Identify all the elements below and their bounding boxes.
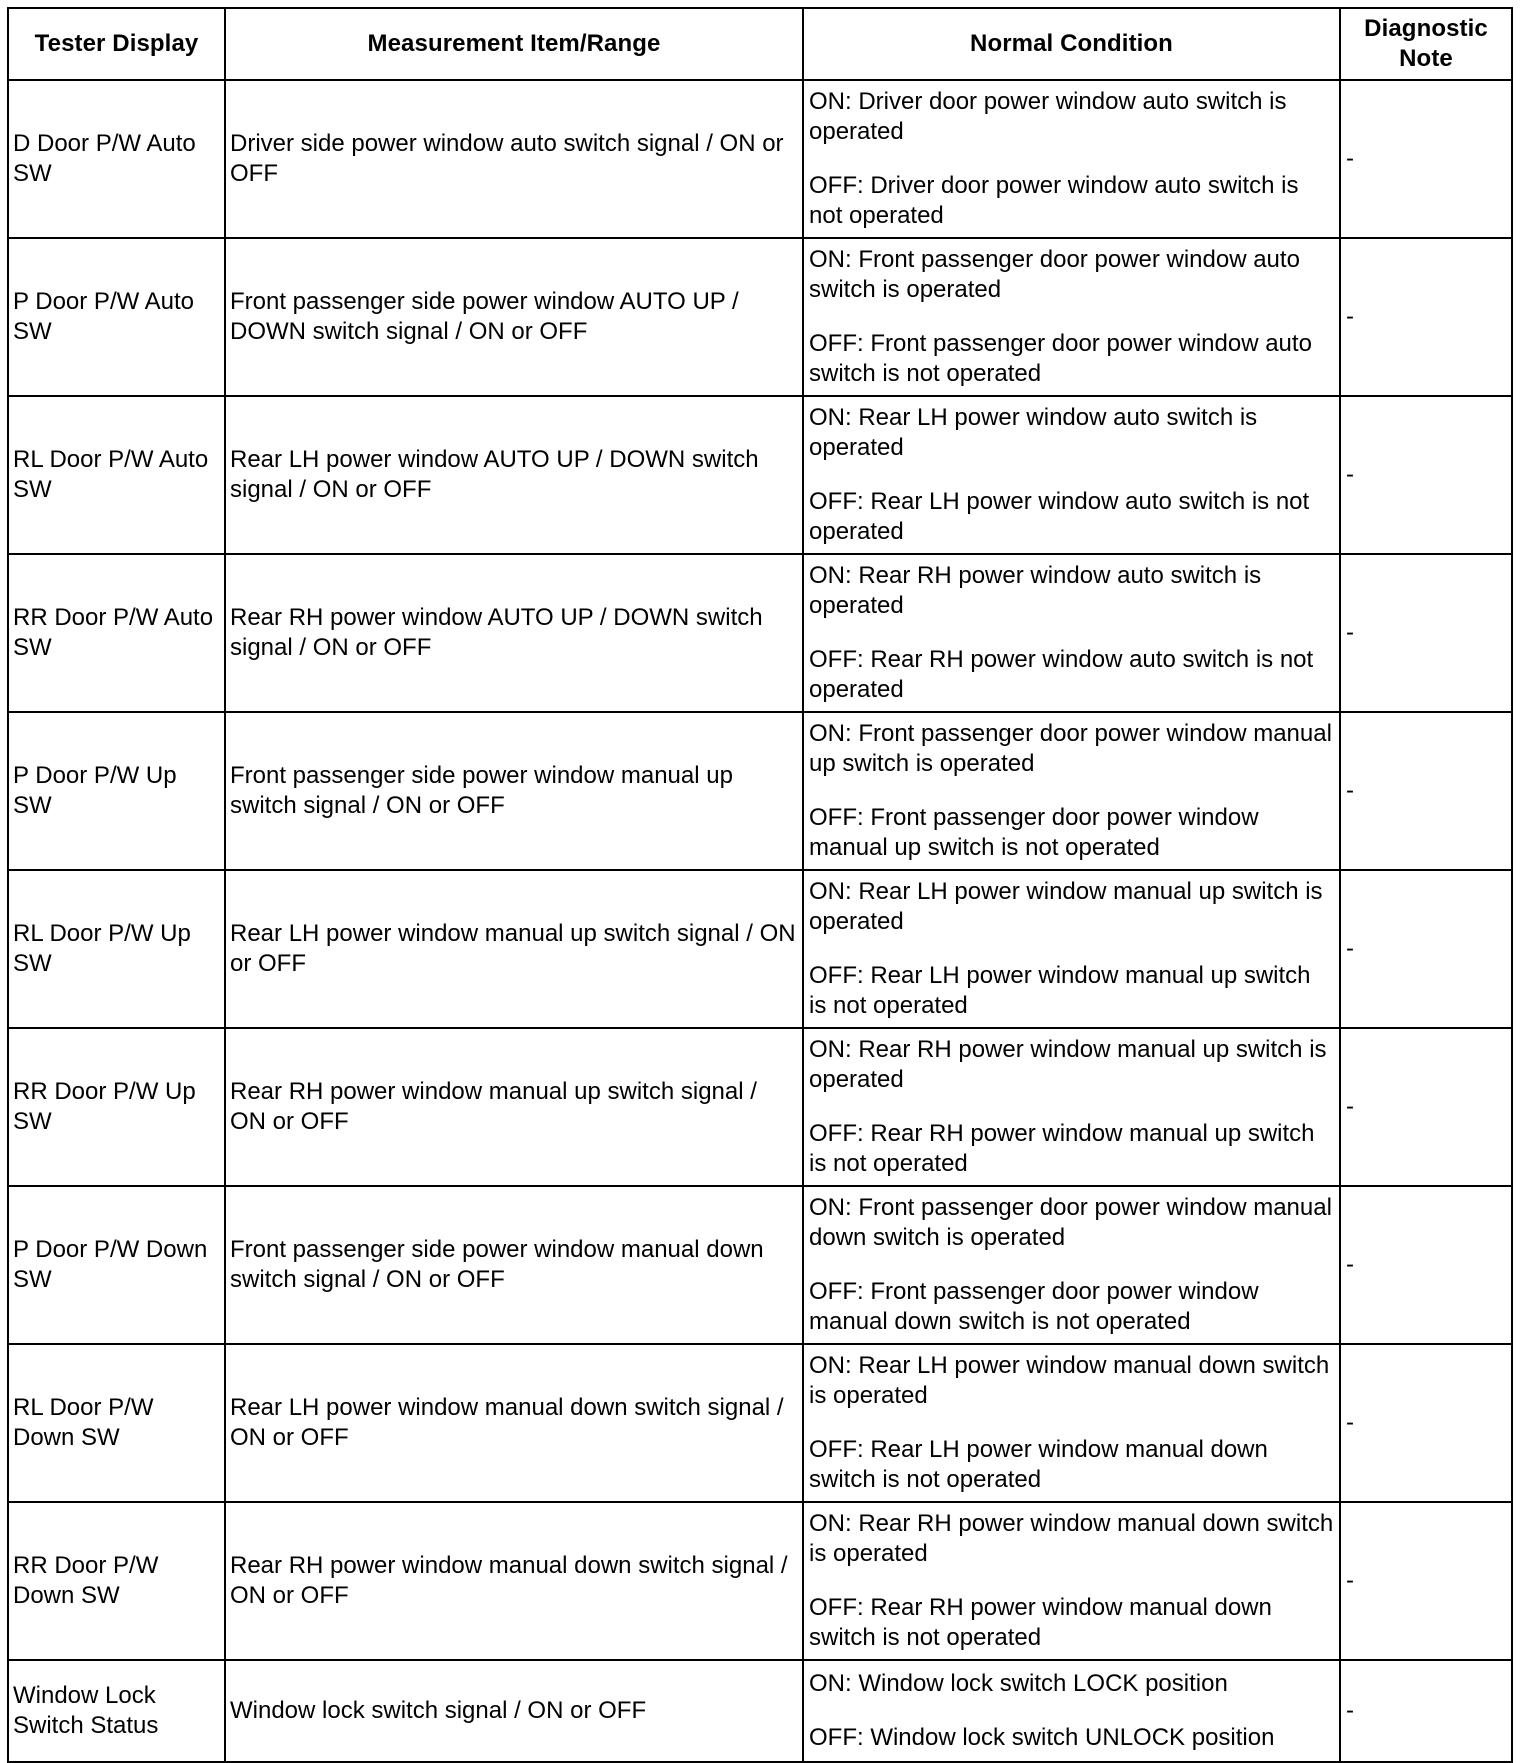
- condition-on-text: ON: Rear RH power window manual up switch is operated: [809, 1036, 1327, 1093]
- header-diagnostic-note: Diagnostic Note: [1340, 8, 1512, 80]
- measurement-cell: [225, 1186, 803, 1344]
- measurement-text: Rear RH power window manual down switch signal / ON or OFF: [230, 1552, 788, 1609]
- tester-display-cell: [8, 554, 225, 712]
- diagnostic-note-text: -: [1346, 1567, 1354, 1594]
- measurement-text: Front passenger side power window manual up switch signal / ON or OFF: [230, 762, 733, 819]
- tester-display-cell: [8, 1186, 225, 1344]
- diagnostic-note-text: -: [1346, 777, 1354, 804]
- diagnostic-note-cell: [1340, 1660, 1512, 1762]
- measurement-text: Rear RH power window manual up switch signal / ON or OFF: [230, 1078, 757, 1135]
- tester-display-text: RL Door P/W Auto SW: [13, 446, 209, 503]
- table-row: [8, 1028, 1512, 1186]
- condition-off-text: OFF: Rear RH power window manual down switch is not operated: [809, 1594, 1272, 1651]
- measurement-cell: [225, 712, 803, 870]
- tester-display-text: RR Door P/W Down SW: [13, 1552, 159, 1609]
- measurement-text: Rear LH power window manual up switch signal / ON or OFF: [230, 920, 796, 977]
- tester-display-cell: [8, 80, 225, 238]
- tester-display-text: P Door P/W Up SW: [13, 762, 177, 819]
- diagnostic-note-text: -: [1346, 1251, 1354, 1278]
- diagnostic-note-cell: [1340, 554, 1512, 712]
- normal-condition-cell: [803, 1186, 1340, 1344]
- tester-display-text: Window Lock Switch Status: [13, 1682, 159, 1739]
- measurement-cell: [225, 1028, 803, 1186]
- table-row: [8, 238, 1512, 396]
- condition-off-text: OFF: Driver door power window auto switch is not operated: [809, 172, 1299, 229]
- condition-on-text: ON: Driver door power window auto switch is operated: [809, 88, 1287, 145]
- tester-display-text: P Door P/W Auto SW: [13, 288, 194, 345]
- header-normal-condition: Normal Condition: [803, 8, 1340, 80]
- measurement-cell: [225, 1502, 803, 1660]
- normal-condition-cell: [803, 554, 1340, 712]
- diagnostic-note-cell: [1340, 396, 1512, 554]
- table-row: [8, 1344, 1512, 1502]
- tester-display-cell: [8, 712, 225, 870]
- condition-off-text: OFF: Rear LH power window auto switch is not operated: [809, 488, 1310, 545]
- diagnostic-note-text: -: [1346, 461, 1354, 488]
- measurement-text: Front passenger side power window manual down switch signal / ON or OFF: [230, 1236, 764, 1293]
- condition-on-text: ON: Front passenger door power window manual down switch is operated: [809, 1194, 1332, 1251]
- table-row: [8, 554, 1512, 712]
- diagnostic-note-cell: [1340, 1344, 1512, 1502]
- condition-off-text: OFF: Rear LH power window manual up switch is not operated: [809, 962, 1311, 1019]
- tester-display-cell: [8, 238, 225, 396]
- diagnostic-note-text: -: [1346, 1409, 1354, 1436]
- tester-display-text: RL Door P/W Down SW: [13, 1394, 154, 1451]
- condition-off-text: OFF: Rear LH power window manual down switch is not operated: [809, 1436, 1268, 1493]
- condition-on-text: ON: Rear LH power window auto switch is operated: [809, 404, 1258, 461]
- normal-condition-cell: [803, 396, 1340, 554]
- diagnostic-note-cell: [1340, 712, 1512, 870]
- measurement-text: Driver side power window auto switch signal / ON or OFF: [230, 130, 784, 187]
- condition-off-text: OFF: Front passenger door power window manual down switch is not operated: [809, 1278, 1259, 1335]
- header-tester-display: Tester Display: [8, 8, 225, 80]
- condition-on-text: ON: Rear RH power window manual down switch is operated: [809, 1510, 1334, 1567]
- condition-on-text: ON: Front passenger door power window auto switch is operated: [809, 246, 1300, 303]
- measurement-cell: [225, 1344, 803, 1502]
- tester-display-text: RR Door P/W Auto SW: [13, 604, 214, 661]
- normal-condition-cell: [803, 1344, 1340, 1502]
- condition-off-text: OFF: Rear RH power window manual up switch is not operated: [809, 1120, 1315, 1177]
- tester-display-cell: [8, 1344, 225, 1502]
- table-row: [8, 1502, 1512, 1660]
- table-row: [8, 1660, 1512, 1762]
- condition-on-text: ON: Front passenger door power window manual up switch is operated: [809, 720, 1332, 777]
- condition-off-text: OFF: Rear RH power window auto switch is not operated: [809, 646, 1314, 703]
- normal-condition-cell: [803, 870, 1340, 1028]
- tester-display-text: RL Door P/W Up SW: [13, 920, 191, 977]
- diagnostic-note-text: -: [1346, 935, 1354, 962]
- condition-off-text: OFF: Window lock switch UNLOCK position: [809, 1724, 1275, 1751]
- tester-display-cell: [8, 1028, 225, 1186]
- tester-display-cell: [8, 396, 225, 554]
- measurement-cell: [225, 554, 803, 712]
- tester-display-cell: [8, 870, 225, 1028]
- tester-display-text: D Door P/W Auto SW: [13, 130, 196, 187]
- normal-condition-cell: [803, 712, 1340, 870]
- measurement-cell: [225, 80, 803, 238]
- tester-display-text: P Door P/W Down SW: [13, 1236, 208, 1293]
- condition-on-text: ON: Rear LH power window manual down switch is operated: [809, 1352, 1330, 1409]
- diagnostic-note-text: -: [1346, 303, 1354, 330]
- measurement-text: Window lock switch signal / ON or OFF: [230, 1697, 647, 1724]
- diagnostic-note-cell: [1340, 238, 1512, 396]
- measurement-cell: [225, 870, 803, 1028]
- measurement-text: Rear LH power window manual down switch signal / ON or OFF: [230, 1394, 784, 1451]
- measurement-cell: [225, 396, 803, 554]
- condition-off-text: OFF: Front passenger door power window auto switch is not operated: [809, 330, 1312, 387]
- table-row: [8, 870, 1512, 1028]
- header-measurement-item: Measurement Item/Range: [225, 8, 803, 80]
- normal-condition-cell: [803, 80, 1340, 238]
- diagnostic-note-cell: [1340, 1502, 1512, 1660]
- measurement-cell: [225, 238, 803, 396]
- condition-off-text: OFF: Front passenger door power window manual up switch is not operated: [809, 804, 1259, 861]
- measurement-cell: [225, 1660, 803, 1762]
- diagnostic-note-cell: [1340, 1186, 1512, 1344]
- tester-data-table: [7, 7, 1513, 1763]
- condition-on-text: ON: Rear RH power window auto switch is operated: [809, 562, 1262, 619]
- condition-on-text: ON: Window lock switch LOCK position: [809, 1670, 1228, 1697]
- table-row: [8, 80, 1512, 238]
- table-header-row: [8, 8, 1512, 80]
- diagnostic-note-text: -: [1346, 619, 1354, 646]
- tester-display-cell: [8, 1502, 225, 1660]
- measurement-text: Rear RH power window AUTO UP / DOWN switch signal / ON or OFF: [230, 604, 763, 661]
- measurement-text: Rear LH power window AUTO UP / DOWN switch signal / ON or OFF: [230, 446, 759, 503]
- diagnostic-note-text: -: [1346, 1093, 1354, 1120]
- normal-condition-cell: [803, 1502, 1340, 1660]
- measurement-text: Front passenger side power window AUTO UP / DOWN switch signal / ON or OFF: [230, 288, 739, 345]
- normal-condition-cell: [803, 1028, 1340, 1186]
- diagnostic-note-text: -: [1346, 145, 1354, 172]
- diagnostic-note-cell: [1340, 1028, 1512, 1186]
- diagnostic-note-cell: [1340, 80, 1512, 238]
- normal-condition-cell: [803, 1660, 1340, 1762]
- table-row: [8, 1186, 1512, 1344]
- table-row: [8, 712, 1512, 870]
- diagnostic-note-cell: [1340, 870, 1512, 1028]
- tester-display-cell: [8, 1660, 225, 1762]
- condition-on-text: ON: Rear LH power window manual up switch is operated: [809, 878, 1323, 935]
- tester-display-text: RR Door P/W Up SW: [13, 1078, 196, 1135]
- diagnostic-note-text: -: [1346, 1697, 1354, 1724]
- normal-condition-cell: [803, 238, 1340, 396]
- table-row: [8, 396, 1512, 554]
